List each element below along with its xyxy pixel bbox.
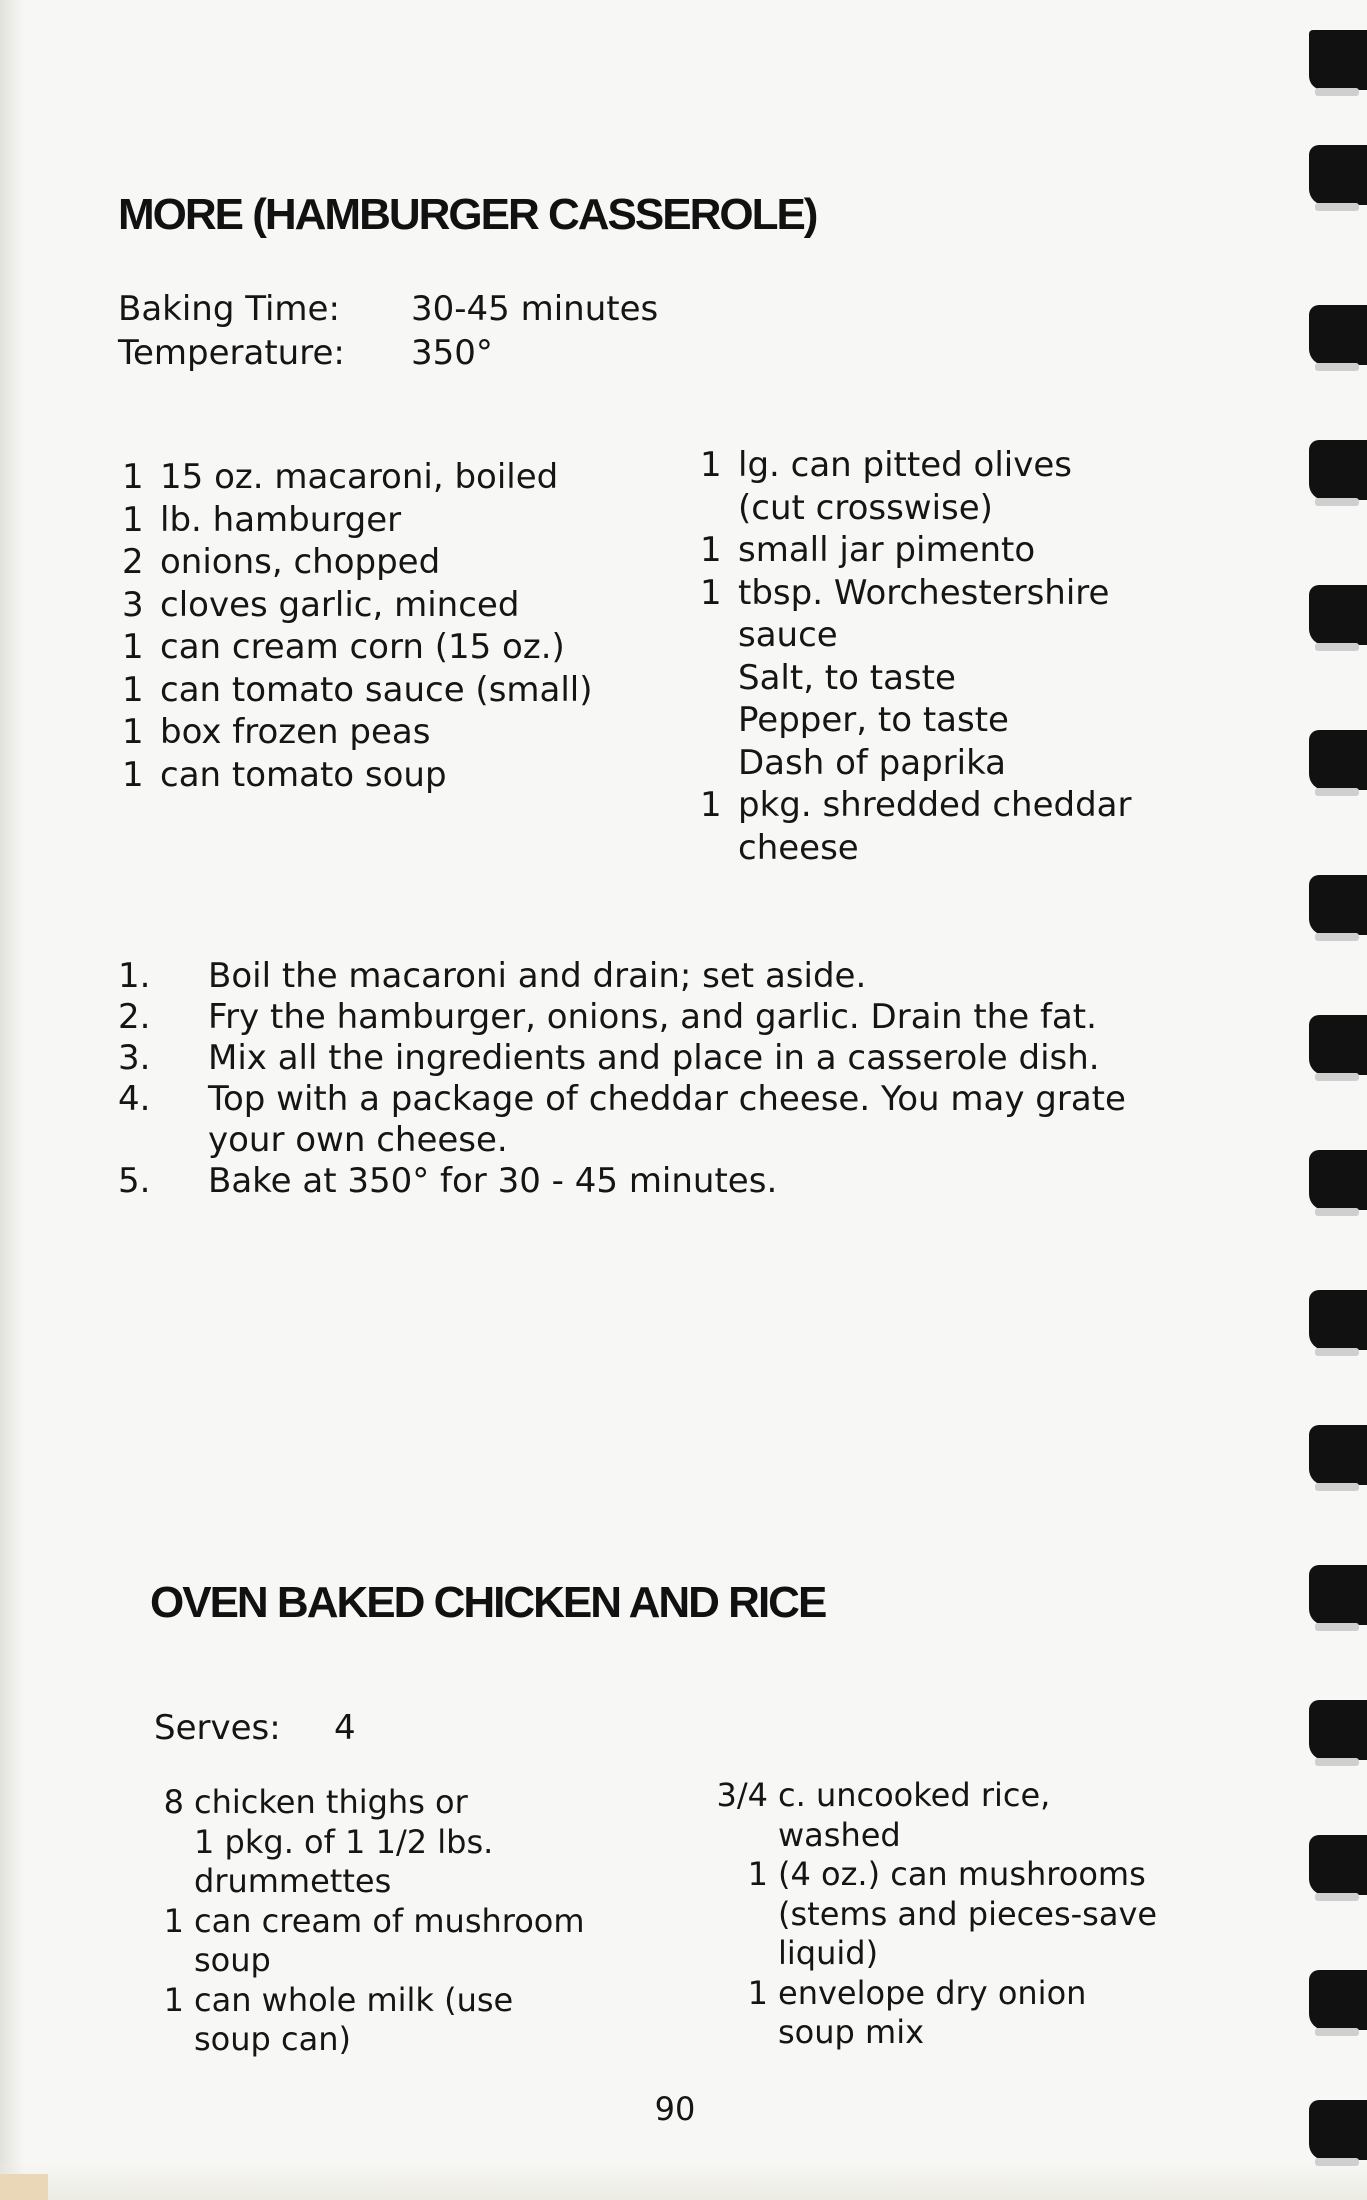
binding-coil bbox=[1309, 30, 1367, 90]
ingredient-item bbox=[700, 657, 1280, 700]
instruction-step bbox=[118, 1161, 1180, 1202]
binding-coil bbox=[1309, 1700, 1367, 1760]
ingredient-text: can tomato sauce (small) bbox=[160, 669, 593, 710]
ingredient-qty bbox=[700, 742, 738, 785]
ingredient-text: cloves garlic, minced bbox=[160, 584, 520, 625]
ingredient-qty bbox=[150, 1862, 194, 1902]
ingredient-qty: 1 bbox=[122, 754, 144, 795]
ingredient-item bbox=[150, 1981, 670, 2021]
ingredient-qty bbox=[696, 1934, 778, 1974]
ingredient-text: can tomato soup bbox=[160, 754, 447, 795]
ingredient-item bbox=[122, 541, 682, 584]
ingredient-item bbox=[700, 444, 1280, 487]
ingredient-text: drummettes bbox=[194, 1862, 392, 1900]
temperature-row bbox=[118, 331, 658, 375]
ingredient-item bbox=[150, 1902, 670, 1942]
binding-coil bbox=[1309, 440, 1367, 500]
ingredient-item bbox=[150, 2020, 670, 2060]
ingredient-text: lb. hamburger bbox=[160, 499, 402, 540]
ingredient-qty: 1 bbox=[700, 572, 722, 613]
ingredient-qty bbox=[700, 614, 738, 657]
ingredient-item bbox=[700, 827, 1280, 870]
ingredient-qty: 1 bbox=[122, 712, 144, 752]
ingredient-item bbox=[122, 711, 682, 754]
ingredient-item bbox=[150, 1862, 670, 1902]
step-number: 1. bbox=[118, 956, 151, 996]
ingredient-item bbox=[700, 699, 1280, 742]
ingredient-qty: 2 bbox=[122, 542, 144, 582]
step-text: Fry the hamburger, onions, and garlic. Drain the fat. bbox=[208, 997, 1097, 1037]
ingredient-qty bbox=[700, 827, 738, 870]
binding-coil bbox=[1309, 145, 1367, 205]
binding-coil bbox=[1309, 305, 1367, 365]
ingredients-left bbox=[150, 1783, 670, 2060]
ingredient-text: pkg. shredded cheddar bbox=[738, 785, 1132, 825]
temperature-label: Temperature: bbox=[118, 333, 345, 373]
ingredient-qty: 1 bbox=[700, 530, 722, 570]
ingredient-text: sauce bbox=[738, 615, 838, 655]
ingredient-text: (4 oz.) can mushrooms bbox=[778, 1855, 1146, 1893]
page-number: 90 bbox=[654, 2090, 696, 2128]
table-surface-corner bbox=[0, 2174, 48, 2200]
ingredient-qty: 1 bbox=[122, 457, 144, 497]
ingredient-item bbox=[696, 1855, 1216, 1895]
binding-coil bbox=[1309, 1565, 1367, 1625]
ingredient-qty: 1 bbox=[122, 499, 144, 540]
ingredient-item bbox=[700, 529, 1280, 572]
ingredient-text: soup bbox=[194, 1941, 271, 1979]
page-bottom-edge bbox=[0, 2160, 1367, 2200]
ingredient-qty: 3 bbox=[122, 584, 144, 625]
ingredient-qty: 1 bbox=[122, 627, 144, 667]
instructions bbox=[118, 956, 1180, 1202]
ingredient-text: chicken thighs or bbox=[194, 1783, 468, 1821]
ingredient-text: can cream of mushroom bbox=[194, 1901, 585, 1940]
step-text: Bake at 350° for 30 - 45 minutes. bbox=[208, 1161, 778, 1201]
ingredients-right bbox=[696, 1776, 1216, 2053]
instruction-step bbox=[118, 956, 1180, 997]
page-edge-shadow bbox=[0, 0, 24, 2200]
ingredient-item bbox=[150, 1783, 670, 1823]
ingredient-text: small jar pimento bbox=[738, 530, 1036, 570]
ingredient-text: 1 pkg. of 1 1/2 lbs. bbox=[194, 1822, 494, 1861]
ingredient-text: washed bbox=[778, 1815, 901, 1854]
binding-coil bbox=[1309, 1150, 1367, 1210]
serves bbox=[154, 1706, 356, 1750]
instruction-step bbox=[118, 997, 1180, 1038]
recipe-title: MORE (HAMBURGER CASSEROLE) bbox=[118, 190, 817, 239]
ingredient-item bbox=[700, 742, 1280, 785]
ingredient-item bbox=[122, 584, 682, 627]
ingredient-qty bbox=[700, 487, 738, 530]
ingredient-text: lg. can pitted olives bbox=[738, 445, 1072, 485]
ingredient-item bbox=[696, 1895, 1216, 1935]
ingredient-qty: 1 bbox=[122, 669, 144, 710]
ingredient-qty bbox=[696, 1895, 778, 1935]
binding-coil bbox=[1309, 585, 1367, 645]
ingredient-text: Pepper, to taste bbox=[738, 700, 1009, 740]
step-text: Top with a package of cheddar cheese. You may grate your own cheese. bbox=[208, 1079, 1126, 1160]
ingredient-text: soup can) bbox=[194, 2020, 351, 2058]
serves-value: 4 bbox=[334, 1708, 356, 1748]
spiral-binding bbox=[1300, 0, 1367, 2200]
ingredient-text: Dash of paprika bbox=[738, 742, 1007, 783]
step-number: 5. bbox=[118, 1161, 151, 1201]
ingredient-qty: 1 bbox=[700, 445, 722, 485]
ingredient-item bbox=[150, 1823, 670, 1863]
ingredient-text: can whole milk (use bbox=[194, 1980, 514, 2019]
ingredient-qty bbox=[696, 2013, 778, 2053]
ingredient-qty: 1 bbox=[163, 1901, 184, 1940]
ingredient-qty: 1 bbox=[163, 1980, 184, 2019]
ingredient-item bbox=[122, 669, 682, 712]
recipe-meta bbox=[118, 287, 658, 375]
binding-coil bbox=[1309, 1835, 1367, 1895]
ingredient-qty: 1 bbox=[747, 1973, 768, 2012]
ingredient-text: 15 oz. macaroni, boiled bbox=[160, 457, 559, 497]
ingredient-item bbox=[696, 1974, 1216, 2014]
ingredient-qty bbox=[700, 657, 738, 700]
ingredient-item bbox=[696, 1776, 1216, 1816]
binding-coil bbox=[1309, 1290, 1367, 1350]
ingredient-qty bbox=[150, 1823, 194, 1863]
ingredient-item bbox=[700, 784, 1280, 827]
ingredient-qty bbox=[150, 2020, 194, 2060]
baking-time-label: Baking Time: bbox=[118, 289, 340, 329]
binding-coil bbox=[1309, 1970, 1367, 2030]
step-number: 2. bbox=[118, 997, 151, 1037]
ingredient-item bbox=[150, 1941, 670, 1981]
step-number: 4. bbox=[118, 1079, 151, 1119]
ingredient-qty bbox=[696, 1816, 778, 1856]
ingredient-text: Salt, to taste bbox=[738, 657, 956, 698]
ingredient-text: envelope dry onion bbox=[778, 1973, 1087, 2012]
binding-coil bbox=[1309, 875, 1367, 935]
ingredient-text: (stems and pieces-save bbox=[778, 1894, 1158, 1933]
ingredient-qty: 8 bbox=[163, 1783, 184, 1821]
ingredients-right bbox=[700, 444, 1280, 869]
ingredient-item bbox=[122, 754, 682, 797]
step-text: Boil the macaroni and drain; set aside. bbox=[208, 956, 867, 996]
ingredient-qty: 1 bbox=[700, 785, 722, 825]
step-text: Mix all the ingredients and place in a casserole dish. bbox=[208, 1038, 1100, 1078]
ingredient-item bbox=[122, 456, 682, 499]
ingredient-text: soup mix bbox=[778, 2013, 925, 2051]
instruction-step bbox=[118, 1079, 1180, 1161]
ingredient-qty: 3/4 bbox=[716, 1776, 768, 1814]
ingredient-item bbox=[122, 626, 682, 669]
binding-coil bbox=[1309, 1425, 1367, 1485]
temperature-value: 350° bbox=[411, 333, 493, 373]
ingredient-qty bbox=[150, 1941, 194, 1981]
ingredient-item bbox=[700, 572, 1280, 615]
ingredient-item bbox=[122, 499, 682, 542]
ingredient-item bbox=[696, 1934, 1216, 1974]
ingredient-text: can cream corn (15 oz.) bbox=[160, 627, 565, 667]
binding-coil bbox=[1309, 730, 1367, 790]
ingredient-text: (cut crosswise) bbox=[738, 487, 993, 528]
ingredient-text: liquid) bbox=[778, 1934, 879, 1972]
binding-coil bbox=[1309, 1015, 1367, 1075]
ingredient-item bbox=[696, 2013, 1216, 2053]
serves-label: Serves: bbox=[154, 1708, 281, 1748]
step-number: 3. bbox=[118, 1038, 151, 1078]
ingredient-text: cheese bbox=[738, 827, 859, 868]
binding-coil bbox=[1309, 2100, 1367, 2160]
instruction-step bbox=[118, 1038, 1180, 1079]
ingredient-item bbox=[700, 614, 1280, 657]
ingredient-text: onions, chopped bbox=[160, 542, 441, 582]
ingredient-text: tbsp. Worchestershire bbox=[738, 572, 1110, 613]
baking-time-value: 30-45 minutes bbox=[411, 289, 659, 329]
ingredient-text: c. uncooked rice, bbox=[778, 1776, 1051, 1814]
baking-time-row bbox=[118, 287, 658, 331]
recipe-title: OVEN BAKED CHICKEN AND RICE bbox=[150, 1578, 826, 1627]
ingredient-item bbox=[696, 1816, 1216, 1856]
ingredients-left bbox=[122, 456, 682, 796]
ingredient-item bbox=[700, 487, 1280, 530]
serves-row bbox=[154, 1706, 356, 1750]
ingredient-qty bbox=[700, 699, 738, 742]
ingredient-qty: 1 bbox=[747, 1855, 768, 1893]
ingredient-text: box frozen peas bbox=[160, 712, 431, 752]
